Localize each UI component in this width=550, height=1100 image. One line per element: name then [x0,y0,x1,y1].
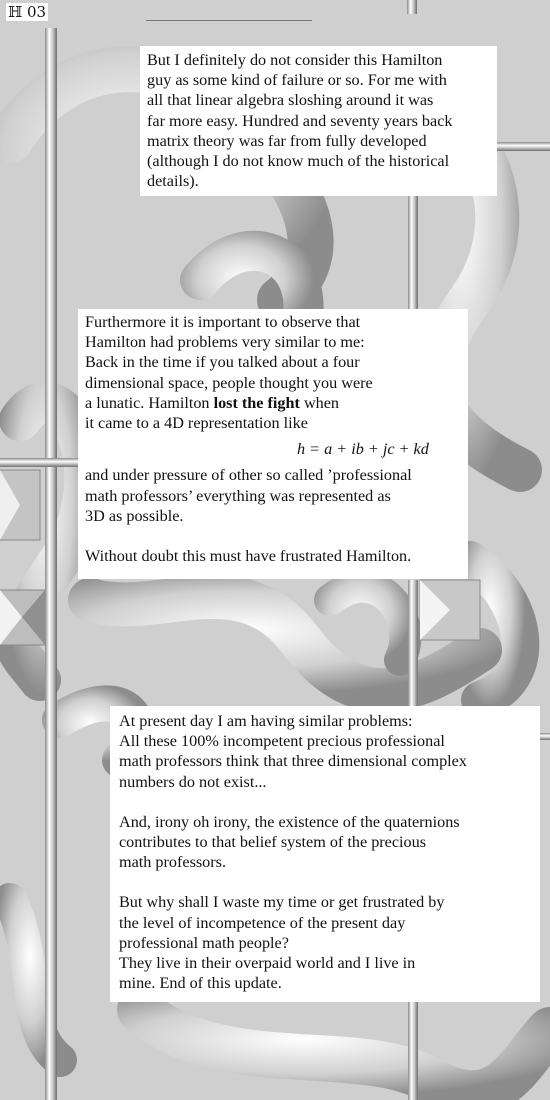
text-line: matrix theory was far from fully developed [147,131,427,150]
text-line: professional math people? [119,933,289,952]
text-line: it came to a 4D representation like [85,414,308,433]
text-line: But why shall I waste my time or get frustrated by [119,893,445,912]
text-line: (although I do not know much of the historical [147,152,450,171]
text-line-with-bold [85,393,468,413]
text-block-3 [110,706,540,1002]
text-line: math professors think that three dimensional complex [119,752,467,771]
text-line: far more easy. Hundred and seventy years back [147,111,453,130]
quaternion-equation: h = a + ib + jc + kd [297,440,429,459]
text-line: Furthermore it is important to observe that [85,313,361,331]
text-block-2 [78,309,468,579]
paragraph-gap [85,526,468,546]
text-line: And, irony oh irony, the existence of the quaternions [119,812,460,831]
text-line: the level of incompetence of the present day [119,913,406,932]
text-line: dimensional space, people thought you were [85,373,373,392]
text-segment: when [299,393,340,412]
text-line: Without doubt this must have frustrated Hamilton. [85,547,412,566]
paragraph-gap [119,792,540,812]
text-line: At present day I am having similar problems: [119,712,413,730]
text-line: details). [147,172,199,191]
text-line: But I definitely do not consider this Hamilton [147,51,443,69]
text-line: all that linear algebra sloshing around it was [147,91,434,110]
text-line: mine. End of this update. [119,974,282,993]
text-segment: a lunatic. Hamilton [85,393,214,412]
text-line: Hamilton had problems very similar to me: [85,333,365,352]
text-line: 3D as possible. [85,506,184,525]
text-line: math professors. [119,853,226,872]
text-line: and under pressure of other so called ’professional [85,466,412,485]
bold-phrase: lost the fight [213,393,300,412]
text-line: guy as some kind of failure or so. For me with [147,71,447,90]
text-line: contributes to that belief system of the precious [119,833,427,852]
paragraph-gap [119,872,540,892]
text-line: All these 100% incompetent precious professional [119,732,445,751]
text-block-1 [140,46,497,196]
text-line: Back in the time if you talked about a four [85,353,360,372]
page-tag: ℍ 03 [8,3,47,21]
text-line: numbers do not exist... [119,772,267,791]
text-line: math professors’ everything was represented as [85,486,391,505]
header-rule [146,20,312,21]
text-line: They live in their overpaid world and I live in [119,954,416,973]
